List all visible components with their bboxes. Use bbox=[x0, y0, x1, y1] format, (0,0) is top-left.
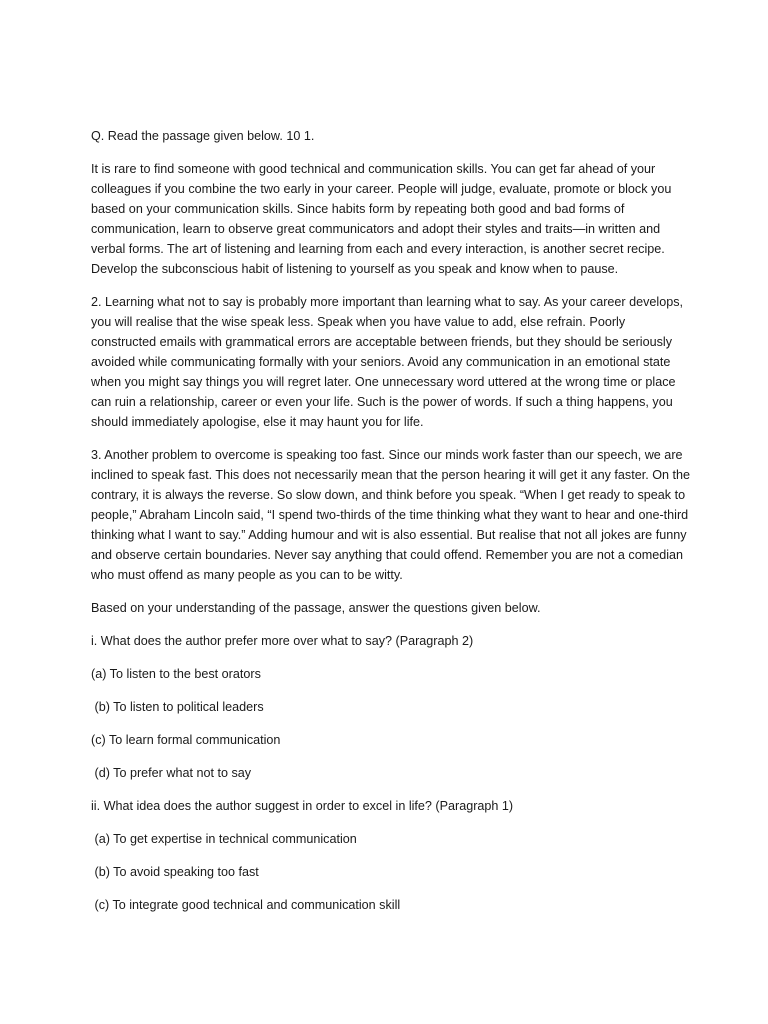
question-1-text: i. What does the author prefer more over what to say? (Paragraph 2) bbox=[91, 634, 474, 648]
passage-paragraph-1: It is rare to find someone with good technical and communication skills. You can get far ahead of your colleagues if you combine the two early in your career. People will judge, evaluate, promote or block you based on your communication skills. Since habits form by repeating both good and bad forms of communication, learn to observe great communicators and adopt their styles and traits—in written and verbal forms. The art of listening and learning from each and every interaction, is another secret recipe. Develop the subconscious habit of listening to yourself as you speak and know when to pause. bbox=[91, 162, 672, 276]
question-heading: Q. Read the passage given below. 10 1. bbox=[91, 129, 315, 143]
question-2-option-a: (a) To get expertise in technical communication bbox=[91, 832, 357, 846]
passage-paragraph-2: 2. Learning what not to say is probably more important than learning what to say. As your career develops, you will realise that the wise speak less. Speak when you have value to add, else refrain. Poorly constructed emails with grammatical errors are acceptable between friends, but they should be seriously avoided while communicating formally with your seniors. Avoid any communication in an emotional state when you might say things you will regret later. One unnecessary word uttered at the wrong time or place can ruin a relationship, career or even your life. Such is the power of words. If such a thing happens, you should immediately apologise, else it may haunt you for life. bbox=[91, 295, 683, 429]
instruction-text: Based on your understanding of the passage, answer the questions given below. bbox=[91, 601, 541, 615]
question-1-option-a: (a) To listen to the best orators bbox=[91, 667, 261, 681]
question-2-option-c: (c) To integrate good technical and communication skill bbox=[91, 898, 401, 912]
document-content bbox=[91, 126, 691, 928]
question-1-option-d: (d) To prefer what not to say bbox=[91, 766, 252, 780]
question-1-option-b: (b) To listen to political leaders bbox=[91, 700, 264, 714]
question-1-option-c: (c) To learn formal communication bbox=[91, 733, 281, 747]
question-2-option-b: (b) To avoid speaking too fast bbox=[91, 865, 259, 879]
passage-paragraph-3: 3. Another problem to overcome is speaking too fast. Since our minds work faster than our speech, we are inclined to speak fast. This does not necessarily mean that the person hearing it will get it any faster. On the contrary, it is always the reverse. So slow down, and think before you speak. “When I get ready to speak to people,” Abraham Lincoln said, “I spend two-thirds of the time thinking what they want to hear and one-third thinking what I want to say.” Adding humour and wit is also essential. But realise that not all jokes are funny and observe certain boundaries. Never say anything that could offend. Remember you are not a comedian who must offend as many people as you can to be witty. bbox=[91, 448, 691, 582]
question-2-text: ii. What idea does the author suggest in order to excel in life? (Paragraph 1) bbox=[91, 799, 514, 813]
